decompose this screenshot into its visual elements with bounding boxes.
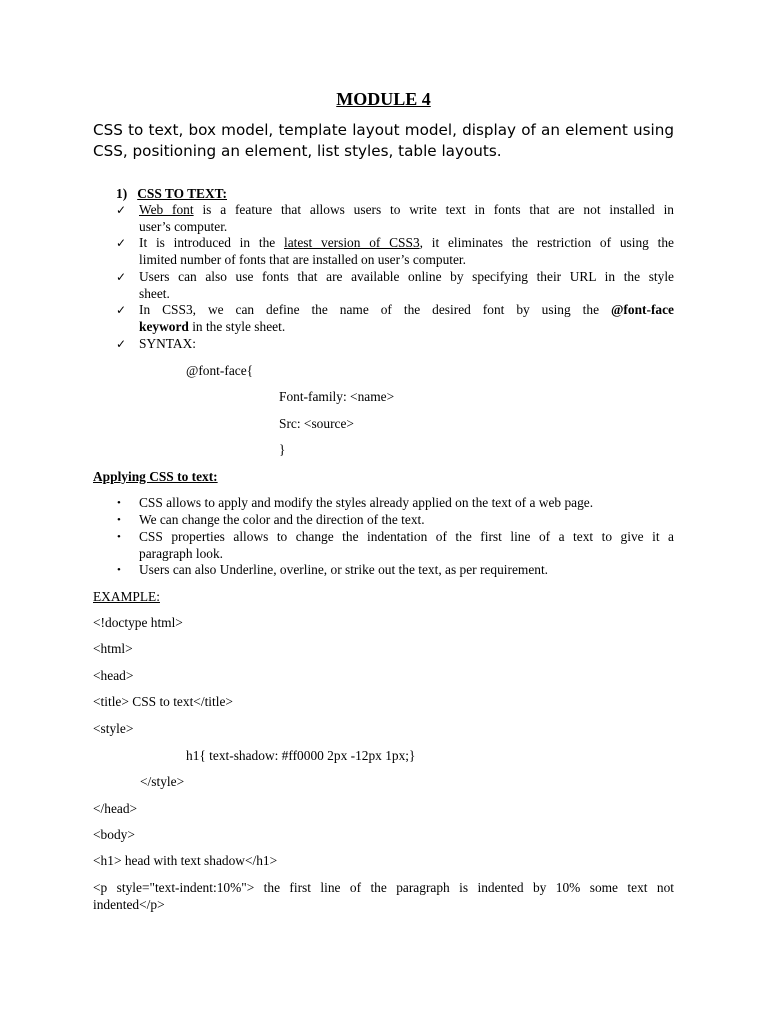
code-line: </style> — [140, 774, 185, 789]
bullet-icon: • — [117, 531, 121, 543]
code-paragraph: <p style="text-indent:10%"> the first line of the paragraph is indented by 10% some text not indented</p> — [93, 880, 674, 912]
syntax-family: Font-family: <name> — [279, 389, 395, 404]
bullet-icon: • — [117, 564, 121, 576]
bullet-icon: • — [117, 497, 121, 509]
list-item: It is introduced in the latest version of CSS3, it eliminates the restriction of using the limited number of fonts that are installed on user’s computer. — [139, 235, 674, 267]
css3-link[interactable]: latest version of CSS3 — [283, 235, 420, 250]
syntax-src: Src: <source> — [279, 416, 354, 431]
intro-line-1: CSS to text, box model, template layout model, display of an element using — [93, 121, 674, 139]
code-line: <h1> head with text shadow</h1> — [93, 853, 278, 868]
page-title: MODULE 4 — [336, 89, 431, 109]
intro-line-2: CSS, positioning an element, list styles, table layouts. — [93, 142, 502, 160]
code-line: </head> — [93, 801, 138, 816]
intro-paragraph — [93, 120, 674, 162]
checkmark-icon: ✓ — [116, 236, 127, 250]
list-item: We can change the color and the direction of the text. — [139, 512, 425, 527]
code-line: <title> CSS to text</title> — [93, 694, 233, 709]
checkmark-icon: ✓ — [116, 337, 127, 351]
code-line: <style> — [93, 721, 134, 736]
section-heading-text: CSS TO TEXT: — [137, 186, 228, 201]
syntax-close: } — [279, 442, 286, 457]
list-item: CSS properties allows to change the indentation of the first line of a text to give it a paragraph look. — [139, 529, 674, 561]
section-number: 1) — [116, 186, 128, 201]
code-line: <html> — [93, 641, 133, 656]
checkmark-icon: ✓ — [116, 203, 127, 217]
list-item: CSS allows to apply and modify the styles already applied on the text of a web page. — [139, 495, 594, 510]
section-heading-css-to-text — [116, 186, 227, 203]
list-item: Web font is a feature that allows users to write text in fonts that are not installed in user’s computer. — [139, 202, 674, 234]
font-face-keyword: @font-face — [610, 302, 674, 317]
list-item: SYNTAX: — [139, 336, 196, 351]
syntax-open: @font-face{ — [186, 363, 254, 378]
code-line: h1{ text-shadow: #ff0000 2px -12px 1px;} — [186, 748, 416, 763]
checkmark-icon: ✓ — [116, 270, 127, 284]
code-line: <head> — [93, 668, 134, 683]
applying-heading: Applying CSS to text: — [93, 469, 218, 484]
web-font-link[interactable]: Web font — [139, 202, 194, 217]
list-item: In CSS3, we can define the name of the desired font by using the @font-face keyword in the style sheet. — [139, 302, 674, 334]
list-item: Users can also use fonts that are available online by specifying their URL in the style sheet. — [139, 269, 674, 301]
list-item: Users can also Underline, overline, or strike out the text, as per requirement. — [139, 562, 549, 577]
code-line: <!doctype html> — [93, 615, 183, 630]
bullet-icon: • — [117, 514, 121, 526]
example-heading: EXAMPLE: — [93, 589, 160, 604]
code-line: <body> — [93, 827, 135, 842]
checkmark-icon: ✓ — [116, 303, 127, 317]
